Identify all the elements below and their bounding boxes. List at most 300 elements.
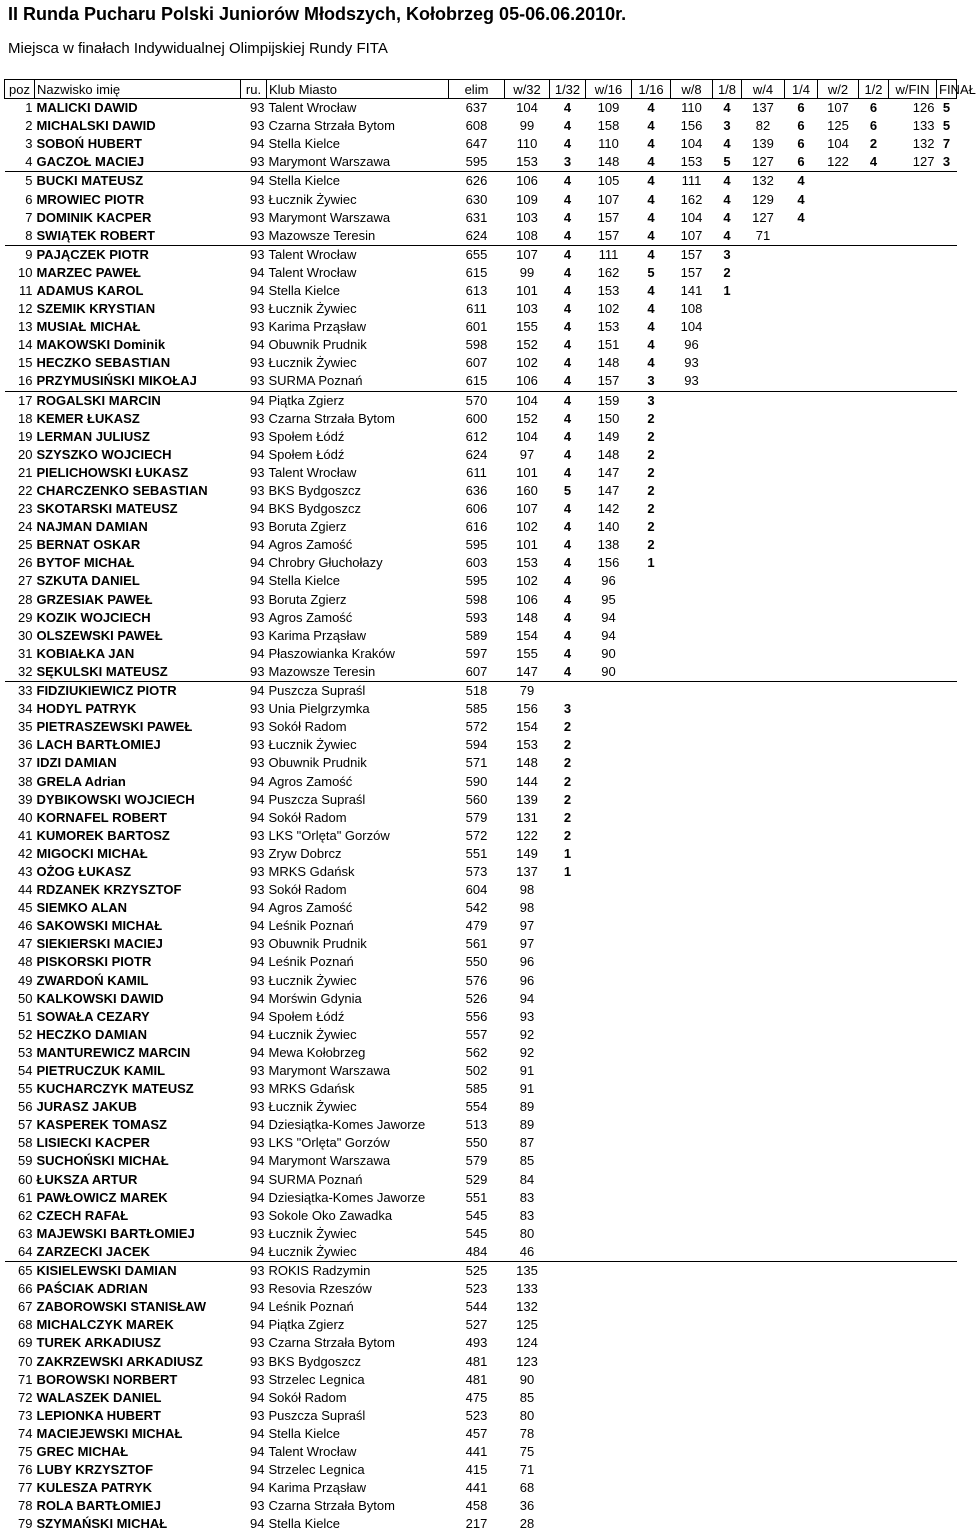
cell-w16: 157 [586, 209, 632, 227]
cell-w32: 99 [505, 117, 550, 135]
cell-wfin [889, 500, 937, 518]
cell-r16 [632, 1298, 671, 1316]
cell-r8 [713, 428, 742, 446]
cell-club: Agros Zamość [267, 536, 449, 554]
cell-r4 [785, 518, 818, 536]
cell-w16: 110 [586, 135, 632, 153]
cell-r16 [632, 1389, 671, 1407]
cell-w32: 80 [505, 1407, 550, 1425]
cell-r4 [785, 917, 818, 935]
cell-r4: 4 [785, 190, 818, 208]
cell-w16 [586, 1389, 632, 1407]
cell-r2 [859, 1280, 889, 1298]
cell-r2 [859, 1152, 889, 1170]
cell-wfin [889, 1207, 937, 1225]
cell-r4 [785, 1152, 818, 1170]
cell-club: Sokole Oko Zawadka [267, 1207, 449, 1225]
cell-final [937, 1389, 957, 1407]
cell-r8 [713, 1371, 742, 1389]
table-row [5, 917, 957, 935]
cell-poz: 34 [5, 700, 35, 718]
table-row [5, 1044, 957, 1062]
cell-year: 94 [241, 446, 267, 464]
cell-r4 [785, 446, 818, 464]
cell-club: Łucznik Żywiec [267, 190, 449, 208]
cell-wfin [889, 536, 937, 554]
cell-r8 [713, 518, 742, 536]
cell-club: Obuwnik Prudnik [267, 935, 449, 953]
cell-name: KUMOREK BARTOSZ [35, 827, 241, 845]
table-row [5, 1262, 957, 1281]
cell-w2 [818, 1407, 859, 1425]
cell-w4: 127 [742, 209, 785, 227]
cell-w16 [586, 1207, 632, 1225]
cell-r8: 2 [713, 264, 742, 282]
cell-w8 [671, 536, 713, 554]
cell-year: 93 [241, 881, 267, 899]
cell-w8: 104 [671, 135, 713, 153]
cell-r2 [859, 881, 889, 899]
cell-r4: 6 [785, 117, 818, 135]
cell-poz: 29 [5, 609, 35, 627]
cell-year: 94 [241, 500, 267, 518]
cell-w16: 148 [586, 153, 632, 172]
cell-r2 [859, 1171, 889, 1189]
table-header-row [5, 80, 957, 99]
cell-r2 [859, 318, 889, 336]
cell-name: SĘKULSKI MATEUSZ [35, 663, 241, 682]
cell-club: BKS Bydgoszcz [267, 482, 449, 500]
table-row [5, 264, 957, 282]
cell-final [937, 1479, 957, 1497]
cell-elim: 597 [449, 645, 505, 663]
cell-name: MUSIAŁ MICHAŁ [35, 318, 241, 336]
cell-w16 [586, 1189, 632, 1207]
cell-w2 [818, 1461, 859, 1479]
cell-wfin [889, 591, 937, 609]
cell-w4 [742, 1189, 785, 1207]
table-row [5, 300, 957, 318]
cell-club: Dziesiątka-Komes Jaworze [267, 1189, 449, 1207]
cell-w4 [742, 881, 785, 899]
table-row [5, 536, 957, 554]
cell-r4 [785, 863, 818, 881]
cell-w32: 106 [505, 591, 550, 609]
cell-poz: 50 [5, 990, 35, 1008]
cell-r8 [713, 609, 742, 627]
cell-w16 [586, 1298, 632, 1316]
cell-club: Płaszowianka Kraków [267, 645, 449, 663]
cell-w2 [818, 1352, 859, 1370]
cell-r2 [859, 663, 889, 682]
cell-w8 [671, 1479, 713, 1497]
cell-year: 93 [241, 300, 267, 318]
cell-elim: 557 [449, 1026, 505, 1044]
cell-w4 [742, 1044, 785, 1062]
cell-w16 [586, 1515, 632, 1533]
cell-r2 [859, 1461, 889, 1479]
cell-r8 [713, 627, 742, 645]
cell-w16 [586, 1262, 632, 1281]
cell-w4 [742, 700, 785, 718]
cell-w32: 83 [505, 1189, 550, 1207]
cell-year: 94 [241, 1189, 267, 1207]
cell-w32: 80 [505, 1225, 550, 1243]
cell-r2 [859, 464, 889, 482]
cell-w4: 129 [742, 190, 785, 208]
cell-r4 [785, 1262, 818, 1281]
cell-r8: 4 [713, 190, 742, 208]
cell-w16: 96 [586, 572, 632, 590]
cell-r16 [632, 1044, 671, 1062]
cell-club: Morświn Gdynia [267, 990, 449, 1008]
cell-w2 [818, 663, 859, 682]
cell-r8: 5 [713, 153, 742, 172]
cell-elim: 612 [449, 428, 505, 446]
cell-wfin [889, 518, 937, 536]
cell-w4 [742, 645, 785, 663]
cell-w16: 142 [586, 500, 632, 518]
cell-r32 [550, 1407, 586, 1425]
cell-w8 [671, 591, 713, 609]
cell-club: Agros Zamość [267, 899, 449, 917]
cell-w16: 156 [586, 554, 632, 572]
cell-r4 [785, 1352, 818, 1370]
cell-club: Talent Wrocław [267, 1443, 449, 1461]
cell-r8 [713, 482, 742, 500]
cell-poz: 3 [5, 135, 35, 153]
cell-r4 [785, 572, 818, 590]
cell-w16 [586, 1316, 632, 1334]
cell-r32 [550, 1080, 586, 1098]
cell-r4 [785, 1389, 818, 1407]
cell-w32: 101 [505, 464, 550, 482]
cell-poz: 45 [5, 899, 35, 917]
cell-w2 [818, 1425, 859, 1443]
cell-club: MRKS Gdańsk [267, 863, 449, 881]
cell-final [937, 500, 957, 518]
cell-r32: 4 [550, 209, 586, 227]
cell-w32: 78 [505, 1425, 550, 1443]
cell-elim: 527 [449, 1316, 505, 1334]
cell-w8 [671, 953, 713, 971]
cell-year: 94 [241, 1425, 267, 1443]
cell-w16: 105 [586, 172, 632, 191]
cell-wfin [889, 1044, 937, 1062]
cell-w4 [742, 245, 785, 264]
cell-r16 [632, 1225, 671, 1243]
cell-w16: 159 [586, 391, 632, 410]
cell-w32: 101 [505, 282, 550, 300]
cell-club: Marymont Warszawa [267, 1062, 449, 1080]
cell-r32 [550, 1026, 586, 1044]
table-row [5, 772, 957, 790]
cell-club: Leśnik Poznań [267, 917, 449, 935]
table-row [5, 1098, 957, 1116]
cell-wfin [889, 372, 937, 391]
cell-name: BERNAT OSKAR [35, 536, 241, 554]
cell-w16 [586, 845, 632, 863]
cell-w32: 110 [505, 135, 550, 153]
cell-r4 [785, 1298, 818, 1316]
cell-elim: 542 [449, 899, 505, 917]
cell-r32: 4 [550, 135, 586, 153]
cell-r16: 2 [632, 518, 671, 536]
cell-year: 94 [241, 282, 267, 300]
cell-club: Boruta Zgierz [267, 591, 449, 609]
cell-club: Łucznik Żywiec [267, 1243, 449, 1262]
results-table [4, 79, 957, 1533]
cell-w16 [586, 736, 632, 754]
cell-poz: 75 [5, 1443, 35, 1461]
cell-w16 [586, 1116, 632, 1134]
cell-r4: 6 [785, 99, 818, 118]
cell-final [937, 572, 957, 590]
cell-wfin [889, 336, 937, 354]
cell-club: Łucznik Żywiec [267, 1225, 449, 1243]
cell-w32: 91 [505, 1080, 550, 1098]
cell-r16 [632, 718, 671, 736]
cell-name: CZECH RAFAŁ [35, 1207, 241, 1225]
cell-year: 93 [241, 482, 267, 500]
cell-club: Społem Łódź [267, 1008, 449, 1026]
cell-r2 [859, 1407, 889, 1425]
cell-year: 93 [241, 718, 267, 736]
cell-wfin [889, 282, 937, 300]
cell-wfin [889, 809, 937, 827]
cell-wfin [889, 1371, 937, 1389]
cell-wfin [889, 1026, 937, 1044]
cell-r2 [859, 410, 889, 428]
cell-w8: 108 [671, 300, 713, 318]
cell-r16 [632, 1280, 671, 1298]
cell-w2 [818, 935, 859, 953]
cell-w16 [586, 1352, 632, 1370]
cell-w8 [671, 809, 713, 827]
cell-elim: 475 [449, 1389, 505, 1407]
cell-year: 94 [241, 899, 267, 917]
cell-r32 [550, 1189, 586, 1207]
cell-r8 [713, 935, 742, 953]
cell-year: 94 [241, 1515, 267, 1533]
table-row [5, 827, 957, 845]
cell-r16 [632, 953, 671, 971]
cell-r2 [859, 1316, 889, 1334]
cell-r16 [632, 1407, 671, 1425]
cell-w4 [742, 627, 785, 645]
cell-wfin [889, 736, 937, 754]
cell-w8 [671, 1298, 713, 1316]
cell-w4 [742, 1080, 785, 1098]
cell-club: Sokół Radom [267, 809, 449, 827]
cell-w4 [742, 1262, 785, 1281]
cell-year: 94 [241, 645, 267, 663]
cell-r2 [859, 845, 889, 863]
cell-r4 [785, 410, 818, 428]
cell-w8 [671, 1243, 713, 1262]
cell-final [937, 464, 957, 482]
cell-r8 [713, 554, 742, 572]
cell-elim: 637 [449, 99, 505, 118]
cell-w4 [742, 446, 785, 464]
cell-w32: 107 [505, 500, 550, 518]
cell-w2 [818, 953, 859, 971]
cell-final [937, 682, 957, 701]
cell-r4 [785, 1407, 818, 1425]
cell-poz: 46 [5, 917, 35, 935]
cell-w32: 98 [505, 899, 550, 917]
cell-r4 [785, 827, 818, 845]
cell-elim: 604 [449, 881, 505, 899]
cell-r16: 2 [632, 482, 671, 500]
cell-w16 [586, 935, 632, 953]
cell-r16 [632, 1189, 671, 1207]
cell-final [937, 609, 957, 627]
cell-elim: 590 [449, 772, 505, 790]
column-header-final: FINAŁ [937, 80, 957, 99]
cell-r2 [859, 1352, 889, 1370]
cell-w16 [586, 1243, 632, 1262]
cell-w32: 28 [505, 1515, 550, 1533]
cell-w2 [818, 718, 859, 736]
cell-name: NAJMAN DAMIAN [35, 518, 241, 536]
cell-r32 [550, 990, 586, 1008]
cell-r8 [713, 754, 742, 772]
cell-r16 [632, 736, 671, 754]
cell-elim: 572 [449, 718, 505, 736]
cell-r32: 4 [550, 227, 586, 246]
table-row [5, 391, 957, 410]
cell-r2 [859, 554, 889, 572]
cell-name: KALKOWSKI DAWID [35, 990, 241, 1008]
cell-w8: 96 [671, 336, 713, 354]
cell-w8 [671, 772, 713, 790]
cell-r2 [859, 591, 889, 609]
cell-year: 93 [241, 1225, 267, 1243]
cell-r4 [785, 1116, 818, 1134]
cell-r16 [632, 1152, 671, 1170]
cell-w4 [742, 428, 785, 446]
cell-final [937, 591, 957, 609]
cell-w2 [818, 1479, 859, 1497]
cell-w2 [818, 282, 859, 300]
cell-wfin [889, 1515, 937, 1533]
cell-year: 93 [241, 736, 267, 754]
cell-year: 93 [241, 153, 267, 172]
cell-year: 93 [241, 428, 267, 446]
cell-w8 [671, 1515, 713, 1533]
cell-w4 [742, 1243, 785, 1262]
cell-year: 93 [241, 591, 267, 609]
cell-w2 [818, 1316, 859, 1334]
cell-elim: 615 [449, 264, 505, 282]
table-row [5, 190, 957, 208]
cell-final [937, 1497, 957, 1515]
cell-year: 94 [241, 1008, 267, 1026]
cell-name: PAŚCIAK ADRIAN [35, 1280, 241, 1298]
cell-poz: 32 [5, 663, 35, 682]
cell-poz: 57 [5, 1116, 35, 1134]
cell-r32 [550, 1461, 586, 1479]
cell-w4: 71 [742, 227, 785, 246]
cell-r4 [785, 1243, 818, 1262]
cell-final [937, 1371, 957, 1389]
cell-club: Stella Kielce [267, 572, 449, 590]
cell-w4 [742, 845, 785, 863]
cell-r8 [713, 1098, 742, 1116]
cell-r16: 3 [632, 391, 671, 410]
cell-r8 [713, 536, 742, 554]
cell-poz: 52 [5, 1026, 35, 1044]
cell-w16 [586, 1080, 632, 1098]
cell-r8 [713, 1334, 742, 1352]
cell-w2 [818, 372, 859, 391]
cell-club: BKS Bydgoszcz [267, 1352, 449, 1370]
cell-r2 [859, 1080, 889, 1098]
cell-r2 [859, 1207, 889, 1225]
cell-w8 [671, 1407, 713, 1425]
cell-wfin [889, 245, 937, 264]
cell-elim: 550 [449, 953, 505, 971]
cell-r8 [713, 899, 742, 917]
cell-name: MARZEC PAWEŁ [35, 264, 241, 282]
cell-club: Talent Wrocław [267, 99, 449, 118]
cell-year: 94 [241, 990, 267, 1008]
column-header-name: Nazwisko imię [35, 80, 241, 99]
cell-w8 [671, 1425, 713, 1443]
cell-w16: 95 [586, 591, 632, 609]
cell-r4 [785, 1207, 818, 1225]
cell-year: 94 [241, 953, 267, 971]
cell-year: 93 [241, 1280, 267, 1298]
cell-r8 [713, 791, 742, 809]
cell-wfin [889, 1334, 937, 1352]
cell-r16 [632, 881, 671, 899]
cell-club: Stella Kielce [267, 172, 449, 191]
cell-w8 [671, 428, 713, 446]
cell-w32: 103 [505, 209, 550, 227]
cell-poz: 37 [5, 754, 35, 772]
cell-w16 [586, 718, 632, 736]
cell-elim: 545 [449, 1207, 505, 1225]
cell-r2 [859, 391, 889, 410]
cell-final [937, 1280, 957, 1298]
cell-club: Resovia Rzeszów [267, 1280, 449, 1298]
cell-year: 94 [241, 1044, 267, 1062]
cell-w8 [671, 1262, 713, 1281]
cell-poz: 72 [5, 1389, 35, 1407]
cell-r16: 4 [632, 318, 671, 336]
cell-r2 [859, 772, 889, 790]
cell-r8 [713, 1479, 742, 1497]
cell-r8 [713, 881, 742, 899]
cell-w4 [742, 536, 785, 554]
cell-r4 [785, 1479, 818, 1497]
cell-final [937, 1116, 957, 1134]
cell-r4 [785, 972, 818, 990]
cell-r4 [785, 1062, 818, 1080]
cell-club: Zryw Dobrcz [267, 845, 449, 863]
cell-r8 [713, 772, 742, 790]
cell-year: 93 [241, 663, 267, 682]
cell-r32: 4 [550, 554, 586, 572]
cell-w4: 127 [742, 153, 785, 172]
cell-r2 [859, 1008, 889, 1026]
cell-w32: 87 [505, 1134, 550, 1152]
cell-elim: 603 [449, 554, 505, 572]
cell-r4 [785, 1425, 818, 1443]
cell-final [937, 1080, 957, 1098]
